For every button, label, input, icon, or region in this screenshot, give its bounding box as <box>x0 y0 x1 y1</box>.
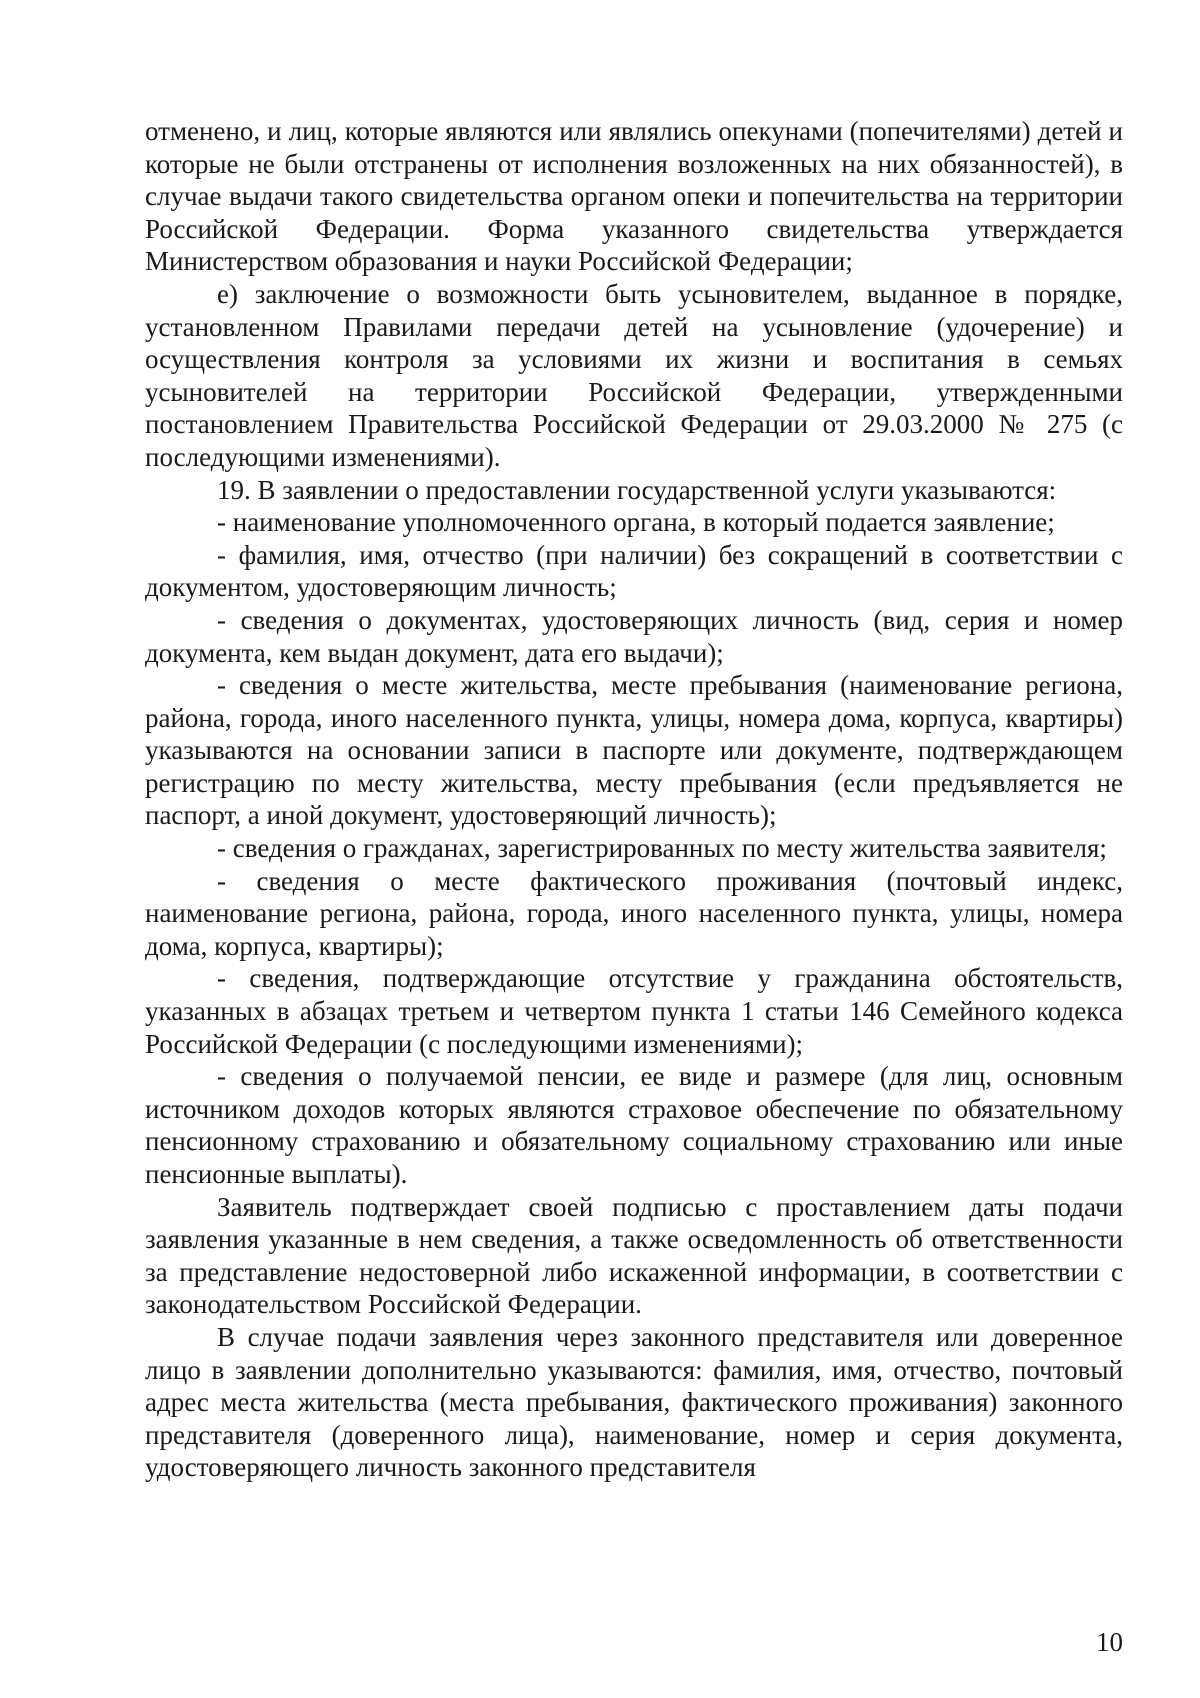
paragraph-continuation: отменено, и лиц, которые являются или являлись опекунами (попечителями) детей и которые не были отстранены от исполнения возложенных на них обязанностей), в случае выдачи такого свидетельства органом опеки и попечительства на территории Российской Федерации. Форма указанного свидетельства утверждается Министерством образования и науки Российской Федерации; <box>145 116 1123 277</box>
paragraph-representative: В случае подачи заявления через законного представителя или доверенное лицо в заявлении дополнительно указываются: фамилия, имя, отчество, почтовый адрес места жительства (места пребывания, фактического проживания) законного представителя (доверенного лица), наименование, номер и серия документа, удостоверяющего личность законного представителя <box>145 1321 1123 1483</box>
paragraph-item-e: е) заключение о возможности быть усыновителем, выданное в порядке, установленном Правилами передачи детей на усыновление (удочерение) и осуществления контроля за условиями их жизни и воспитания в семьях усыновителей на территории Российской Федерации, утвержденными постановлением Правительства Российской Федерации от 29.03.2000 № 275 (с последующими изменениями). <box>145 278 1123 472</box>
list-item: - сведения, подтверждающие отсутствие у гражданина обстоятельств, указанных в абзацах третьем и четвертом пункта 1 статьи 146 Семейного кодекса Российской Федерации (с последующими изменениями); <box>145 963 1123 1059</box>
page-number: 10 <box>1096 1627 1123 1657</box>
paragraph-applicant-confirmation: Заявитель подтверждает своей подписью с проставлением даты подачи заявления указанные в нем сведения, а также осведомленность об ответственности за представление недостоверной либо искаженной информации, в соответствии с законодательством Российской Федерации. <box>145 1191 1123 1320</box>
list-item: - сведения о месте фактического проживания (почтовый индекс, наименование региона, района, города, иного населенного пункта, улицы, номера дома, корпуса, квартиры); <box>145 865 1123 961</box>
list-item: - наименование уполномоченного органа, в который подается заявление; <box>217 507 1055 538</box>
list-item: - сведения о документах, удостоверяющих личность (вид, серия и номер документа, кем выдан документ, дата его выдачи); <box>145 604 1123 668</box>
list-item: - сведения о получаемой пенсии, ее виде и размере (для лиц, основным источником доходов которых являются страховое обеспечение по обязательному пенсионному страхованию и обязательному социальному страхованию или иные пенсионные выплаты). <box>145 1061 1123 1189</box>
document-body <box>145 115 1123 1484</box>
list-item: - фамилия, имя, отчество (при наличии) без сокращений в соответствии с документом, удостоверяющим личность; <box>145 539 1123 603</box>
list-item: - сведения о месте жительства, месте пребывания (наименование региона, района, города, иного населенного пункта, улицы, номера дома, корпуса, квартиры) указываются на основании записи в паспорте или документе, подтверждающем регистрацию по месту жительства, месту пребывания (если предъявляется не паспорт, а иной документ, удостоверяющий личность); <box>145 670 1123 831</box>
paragraph-clause-19: 19. В заявлении о предоставлении государственной услуги указываются: <box>217 474 1057 505</box>
list-item: - сведения о гражданах, зарегистрированных по месту жительства заявителя; <box>217 833 1107 864</box>
